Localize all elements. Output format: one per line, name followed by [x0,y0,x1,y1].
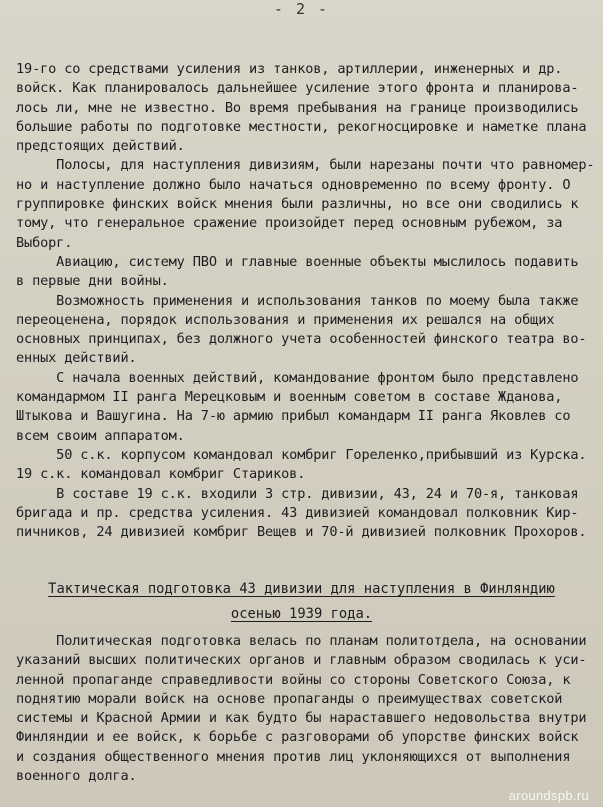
section-heading-line-2: осенью 1939 года. [230,606,373,622]
body-text-section-1: 19-го со средствами усиления из танков, артиллерии, инженерных и др. войск. Как планировалось дальнейшее усиление этого фронта и планирова- лось ли, мне не известно. Во время пребывания на границе производились большие работы по подготовке местности, рекогносцировке и наметке плана предстоящих действий. Полосы, для наступления дивизиям, были нарезаны почти что равномер- но и наступление должно было начаться одновременно по всему фронту. О группировке финских войск мнения были различны, но все они сводились к тому, что генеральное сражение произойдет перед основным рубежом, за Выборг. Авиацию, систему ПВО и главные военные объекты мыслилось подавить в первые дни войны. Возможность применения и использования танков по моему была также переоценена, порядок использования и применения их решался на общих основных принципах, без должного учета особенностей финского театра во- енных действий. С начала военных действий, командование фронтом было представлено командармом II ранга Мерецковым и военным советом в составе Жданова, Штыкова и Вашугина. На 7-ю армию прибыл командарм II ранга Яковлев со всем своим аппаратом. 50 с.к. корпусом командовал комбриг Гореленко,прибывший из Курска. 19 с.к. командовал комбриг Стариков. В составе 19 с.к. входили 3 стр. дивизии, 43, 24 и 70-я, танковая бригада и пр. средства усиления. 43 дивизией командовал полковник Кир- пичников, 24 дивизией комбриг Вещев и 70-й дивизией полковник Прохоров. [16,61,595,541]
body-text-section-2: Политическая подготовка велась по планам политотдела, на основании указаний высших политических органов и главным образом сводилась к уси- ленной пропаганде справедливости войны со стороны Советского Союза, к поднятию морали войск на основе пропаганды о преимуществах советской системы и Красной Армии и как будто бы нараставшего недовольства внутри Финляндии и ее войск, к борьбе с разговорами об упорстве финских войск и создания общественного мнения против лиц уклоняющихся от выполнения военного долга. [16,633,587,785]
page-number: - 2 - [273,0,330,18]
watermark: aroundspb.ru [508,788,589,803]
section-heading-line-1: Тактическая подготовка 43 дивизии для наступления в Финляндию [48,581,555,597]
